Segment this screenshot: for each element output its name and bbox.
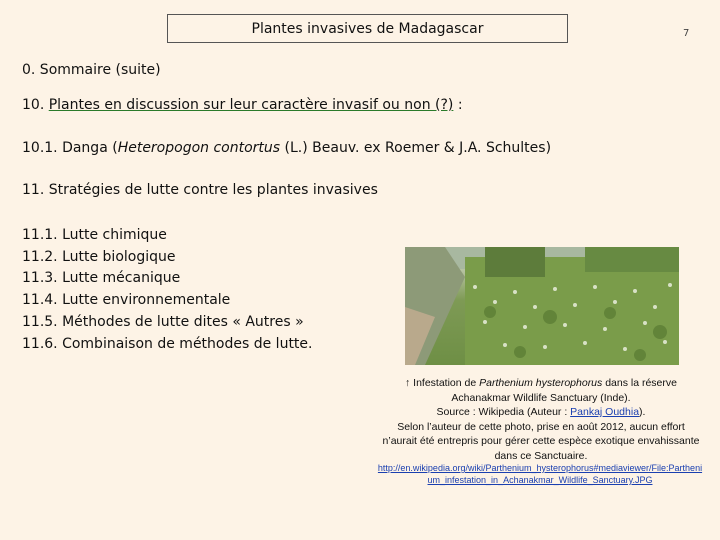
item-10-1 <box>22 140 551 156</box>
page-number: 7 <box>683 28 690 39</box>
photo-caption <box>382 376 700 463</box>
item-10-1-prefix: 10.1. Danga ( <box>22 140 118 156</box>
slide-title-box <box>167 14 568 43</box>
item-11-sublist <box>22 225 312 355</box>
item-10-prefix: 10. <box>22 97 49 113</box>
slide-title: Plantes invasives de Madagascar <box>251 20 484 37</box>
caption-location: dans la réserve Achanakmar Wildlife Sanctuary (Inde). <box>451 377 677 404</box>
caption-source-prefix: Source : Wikipedia (Auteur : <box>436 406 571 418</box>
up-arrow-icon: ↑ <box>404 377 411 389</box>
item-10-underlined: Plantes en discussion sur leur caractère invasif ou non (?) <box>48 97 454 113</box>
item-11: 11. Stratégies de lutte contre les plantes invasives <box>22 182 378 198</box>
list-item: 11.6. Combinaison de méthodes de lutte. <box>22 335 313 352</box>
list-item: 11.1. Lutte chimique <box>22 227 167 243</box>
caption-note: Selon l’auteur de cette photo, prise en août 2012, aucun effort n’aurait été entrepris pour gérer cette espèce exotique envahissante dans ce Sanctuaire. <box>382 420 700 462</box>
caption-line-1 <box>382 376 700 405</box>
list-item: 11.3. Lutte mécanique <box>22 270 181 287</box>
section-heading: 0. Sommaire (suite) <box>22 62 161 78</box>
parthenium-photo <box>405 247 679 365</box>
list-item: 11.5. Méthodes de lutte dites « Autres » <box>22 313 304 330</box>
list-item: 11.2. Lutte biologique <box>22 248 176 265</box>
caption-source <box>382 405 700 420</box>
item-10 <box>22 97 463 113</box>
caption-source-suffix: ). <box>639 406 646 418</box>
source-url-link[interactable]: http://en.wikipedia.org/wiki/Parthenium_hysterophorus#mediaviewer/File:Parthenium_infestation_in_Achanakmar_Wildlife_Sanctuary.JPG <box>377 463 703 485</box>
caption-prefix: Infestation de <box>413 377 480 389</box>
author-link[interactable]: Pankaj Oudhia <box>570 406 640 418</box>
item-10-suffix: : <box>453 97 463 113</box>
item-10-1-species: Heteropogon contortus <box>117 140 281 156</box>
parthenium-photo-illustration <box>405 247 679 365</box>
list-item: 11.4. Lutte environnementale <box>22 292 231 309</box>
item-10-1-suffix: (L.) Beauv. ex Roemer & J.A. Schultes) <box>280 140 552 156</box>
caption-species: Parthenium hysterophorus <box>479 377 603 389</box>
